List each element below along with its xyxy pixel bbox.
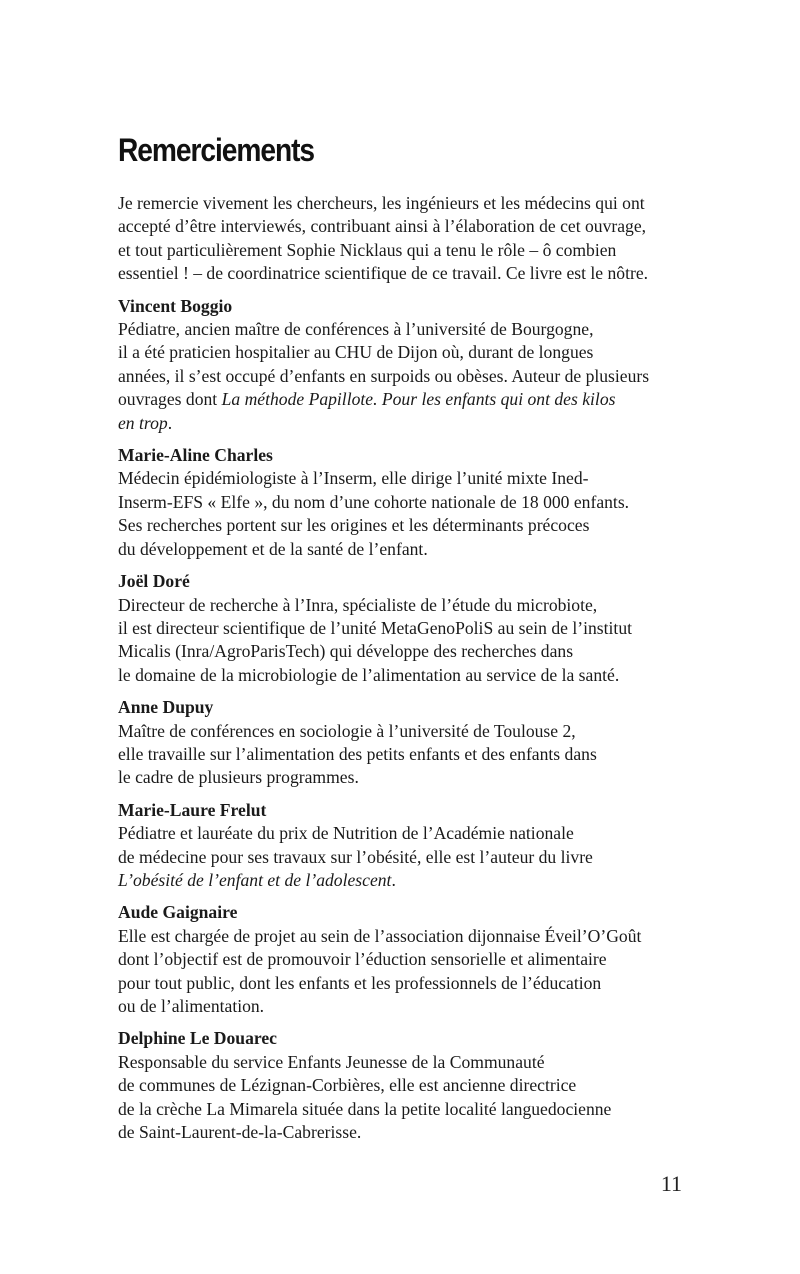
bio-line: de Saint-Laurent-de-la-Cabrerisse. [118,1122,362,1143]
bio-line: Inserm-EFS « Elfe », du nom d’une cohorte nationale de 18 000 enfants. [118,491,630,512]
page-number: 11 [660,1171,682,1196]
book-page [118,0,698,1274]
intro-line: essentiel ! – de coordinatrice scientifique de ce travail. Ce livre est le nôtre. [118,263,649,284]
bio-line: il est directeur scientifique de l’unité MetaGenoPoliS au sein de l’institut [118,617,633,638]
bio-line: dont l’objectif est de promouvoir l’éduction sensorielle et alimentaire [118,949,607,970]
bio-line: de médecine pour ses travaux sur l’obésité, elle est l’auteur du livre [118,846,593,867]
bio-text: ouvrages dont [118,389,222,410]
bio-line: il a été praticien hospitalier au CHU de Dijon où, durant de longues [118,342,594,363]
page-title: Remerciements [118,132,315,168]
entry-aude-gaignaire [118,901,698,1018]
person-name: Anne Dupuy [118,697,214,718]
entry-anne-dupuy [118,696,698,790]
bio-line: Directeur de recherche à l’Inra, spécialiste de l’étude du microbiote, [118,594,598,615]
bio-line: de communes de Lézignan-Corbières, elle est ancienne directrice [118,1075,577,1096]
entry-vincent-boggio [118,295,698,435]
entry-marie-aline-charles [118,444,698,561]
book-title: L’obésité de l’enfant et de l’adolescent [118,869,392,890]
entry-marie-laure-frelut [118,799,698,893]
bio-line: Elle est chargée de projet au sein de l’association dijonnaise Éveil’O’Goût [118,925,642,946]
bio-line: du développement et de la santé de l’enfant. [118,538,428,559]
bio-line: Pédiatre et lauréate du prix de Nutrition de l’Académie nationale [118,823,574,844]
person-name: Aude Gaignaire [118,902,238,923]
bio-line [118,388,698,411]
book-title: en trop [118,412,168,433]
person-name: Marie-Laure Frelut [118,799,267,820]
person-name: Delphine Le Douarec [118,1028,277,1049]
acknowledgements-body [118,192,698,1153]
intro-line: accepté d’être interviewés, contribuant ainsi à l’élaboration de cet ouvrage, [118,216,647,237]
bio-line: Micalis (Inra/AgroParisTech) qui développe des recherches dans [118,641,574,662]
bio-line: pour tout public, dont les enfants et les professionnels de l’éducation [118,972,602,993]
intro-line: et tout particulièrement Sophie Nicklaus qui a tenu le rôle – ô combien [118,239,617,260]
entry-joel-dore [118,570,698,687]
bio-line [118,412,698,435]
bio-line: Responsable du service Enfants Jeunesse de la Communauté [118,1051,545,1072]
bio-line: Pédiatre, ancien maître de conférences à l’université de Bourgogne, [118,319,594,340]
person-name: Joël Doré [118,571,190,592]
intro-paragraph [118,192,698,286]
bio-line: ou de l’alimentation. [118,996,265,1016]
bio-line [118,869,698,892]
bio-line: Maître de conférences en sociologie à l’université de Toulouse 2, [118,720,576,741]
bio-line: le cadre de plusieurs programmes. [118,767,359,788]
bio-line: années, il s’est occupé d’enfants en surpoids ou obèses. Auteur de plusieurs [118,365,650,386]
entry-delphine-le-douarec [118,1027,698,1144]
person-name: Marie-Aline Charles [118,445,273,466]
book-title: La méthode Papillote. Pour les enfants qui ont des kilos [221,389,616,410]
bio-line: Ses recherches portent sur les origines et les déterminants précoces [118,515,590,536]
bio-line: elle travaille sur l’alimentation des petits enfants et des enfants dans [118,743,597,764]
bio-text: . [167,412,173,433]
bio-line: le domaine de la microbiologie de l’alimentation au service de la santé. [118,664,620,685]
bio-line: de la crèche La Mimarela située dans la petite localité languedocienne [118,1098,612,1119]
bio-text: . [391,869,396,890]
bio-line: Médecin épidémiologiste à l’Inserm, elle dirige l’unité mixte Ined- [118,468,589,489]
intro-line: Je remercie vivement les chercheurs, les ingénieurs et les médecins qui ont [118,193,645,213]
person-name: Vincent Boggio [118,295,233,316]
